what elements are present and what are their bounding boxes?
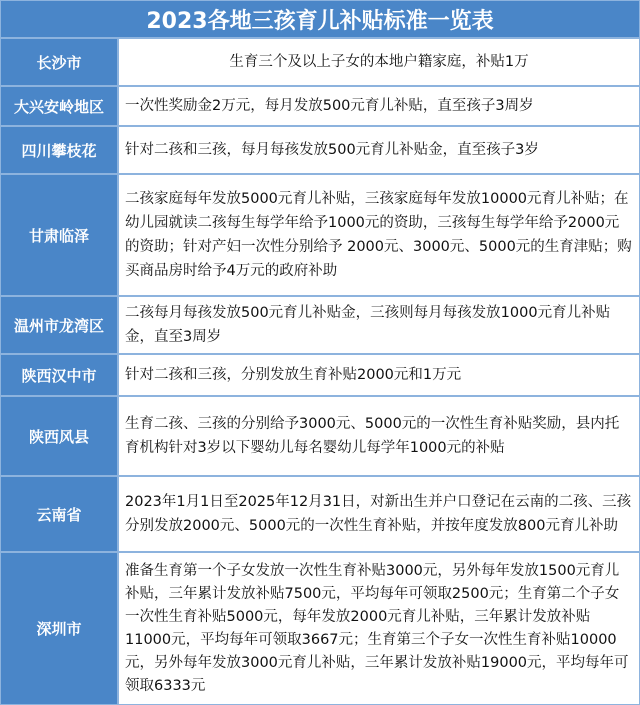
table-row	[1, 39, 639, 87]
policy-cell: 针对二孩和三孩，每月每孩发放500元育儿补贴金，直至孩子3岁	[125, 142, 539, 158]
region-cell: 长沙市	[1, 39, 119, 85]
policy-cell: 生育三个及以上子女的本地户籍家庭，补贴1万	[229, 54, 529, 70]
policy-cell: 二孩每月每孩发放500元育儿补贴金，三孩则每月每孩发放1000元育儿补贴金，直至3周岁	[125, 305, 611, 345]
policy-cell: 一次性奖励金2万元，每月发放500元育儿补贴，直至孩子3周岁	[125, 98, 534, 114]
table-row	[1, 87, 639, 127]
table-row	[1, 355, 639, 397]
region-cell: 大兴安岭地区	[1, 87, 119, 125]
table-title: 2023各地三孩育儿补贴标准一览表	[1, 1, 639, 39]
region-cell: 云南省	[1, 477, 119, 551]
region-cell: 深圳市	[1, 553, 119, 704]
region-cell: 四川攀枝花	[1, 127, 119, 173]
table-row	[1, 175, 639, 297]
table-row	[1, 127, 639, 175]
region-cell: 甘肃临泽	[1, 175, 119, 295]
table-row	[1, 397, 639, 477]
policy-cell: 二孩家庭每年发放5000元育儿补贴，三孩家庭每年发放10000元育儿补贴；在幼儿园就读二孩每生每学年给予1000元的资助，三孩每生每学年给予2000元的资助；针对产妇一次性分别给予 2000元、3000元、5000元的生育津贴；购买商品房时给予4万元的政府补助	[125, 191, 632, 279]
policy-cell: 准备生育第一个子女发放一次性生育补贴3000元，另外每年发放1500元育儿补贴，三年累计发放补贴7500元，平均每年可领取2500元；生育第二个子女一次性生育补贴5000元，每年发放2000元育儿补贴，三年累计发放补贴11000元，平均每年可领取3667元；生育第三个子女一次性生育补贴10000元，另外每年发放3000元育儿补贴，三年累计发放补贴19000元，平均每年可领取6333元	[125, 562, 629, 694]
policy-cell: 针对二孩和三孩，分别发放生育补贴2000元和1万元	[125, 367, 462, 383]
region-cell: 陕西风县	[1, 397, 119, 475]
table-row	[1, 477, 639, 553]
table-row	[1, 553, 639, 704]
policy-cell: 生育二孩、三孩的分别给予3000元、5000元的一次性生育补贴奖励，县内托育机构针对3岁以下婴幼儿每名婴幼儿每学年1000元的补贴	[125, 416, 620, 456]
region-cell: 陕西汉中市	[1, 355, 119, 395]
policy-cell: 2023年1月1日至2025年12月31日，对新出生并户口登记在云南的二孩、三孩分别发放2000元、5000元的一次性生育补贴，并按年度发放800元育儿补助	[125, 494, 632, 534]
region-cell: 温州市龙湾区	[1, 297, 119, 353]
table-row	[1, 297, 639, 355]
